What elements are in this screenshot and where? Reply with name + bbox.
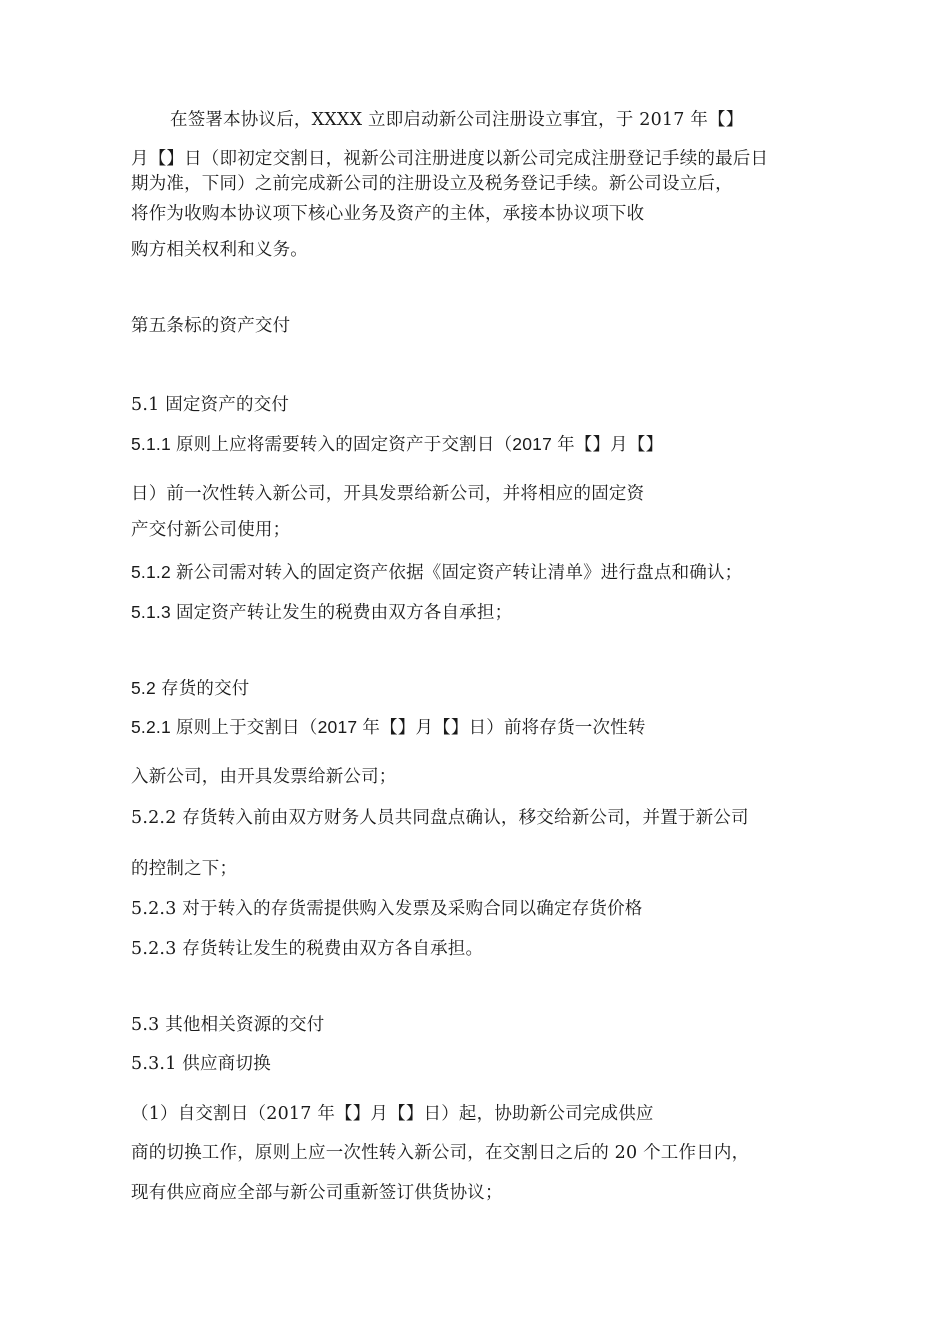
intro-line-1: 在签署本协议后，XXXX 立即启动新公司注册设立事宜，于 2017 年【】: [170, 110, 744, 130]
supplier-para-line-3: 现有供应商应全部与新公司重新签订供货协议；: [131, 1183, 503, 1203]
item-5-2-3: 5.2.3 对于转入的存货需提供购入发票及采购合同以确定存货价格: [131, 899, 643, 919]
intro-line-2: 月【】日（即初定交割日，视新公司注册进度以新公司完成注册登记手续的最后日: [131, 149, 769, 169]
section-5-2-heading: 5.2 存货的交付: [131, 678, 250, 698]
intro-line-4: 将作为收购本协议项下核心业务及资产的主体，承接本协议项下收: [131, 204, 645, 224]
section-5-3-1-heading: 5.3.1 供应商切换: [131, 1054, 271, 1074]
item-5-2-1-line-1: 5.2.1 原则上于交割日（2017 年【】月【】日）前将存货一次性转: [131, 717, 646, 737]
item-5-1-1-line-2: 日）前一次性转入新公司，开具发票给新公司，并将相应的固定资: [131, 484, 645, 504]
supplier-para-line-2: 商的切换工作，原则上应一次性转入新公司，在交割日之后的 20 个工作日内，: [131, 1143, 750, 1163]
section-5-3-heading: 5.3 其他相关资源的交付: [131, 1015, 325, 1035]
item-5-1-1-line-3: 产交付新公司使用；: [131, 520, 291, 540]
item-5-2-4: 5.2.3 存货转让发生的税费由双方各自承担。: [131, 939, 484, 959]
section-5-1-heading: 5.1 固定资产的交付: [131, 395, 290, 415]
intro-line-5: 购方相关权利和义务。: [131, 240, 308, 260]
item-5-2-2-line-2: 的控制之下；: [131, 859, 238, 879]
item-5-1-1-line-1: 5.1.1 原则上应将需要转入的固定资产于交割日（2017 年【】月【】: [131, 434, 664, 454]
item-5-2-1-line-2: 入新公司，由开具发票给新公司；: [131, 767, 397, 787]
intro-line-3: 期为准，下同）之前完成新公司的注册设立及税务登记手续。新公司设立后，: [131, 174, 733, 194]
supplier-para-line-1: （1）自交割日（2017 年【】月【】日）起，协助新公司完成供应: [131, 1104, 654, 1124]
article-5-title: 第五条标的资产交付: [131, 316, 291, 336]
item-5-1-2: 5.1.2 新公司需对转入的固定资产依据《固定资产转让清单》进行盘点和确认；: [131, 562, 743, 582]
item-5-2-2-line-1: 5.2.2 存货转入前由双方财务人员共同盘点确认，移交给新公司，并置于新公司: [131, 808, 749, 828]
item-5-1-3: 5.1.3 固定资产转让发生的税费由双方各自承担；: [131, 602, 513, 622]
